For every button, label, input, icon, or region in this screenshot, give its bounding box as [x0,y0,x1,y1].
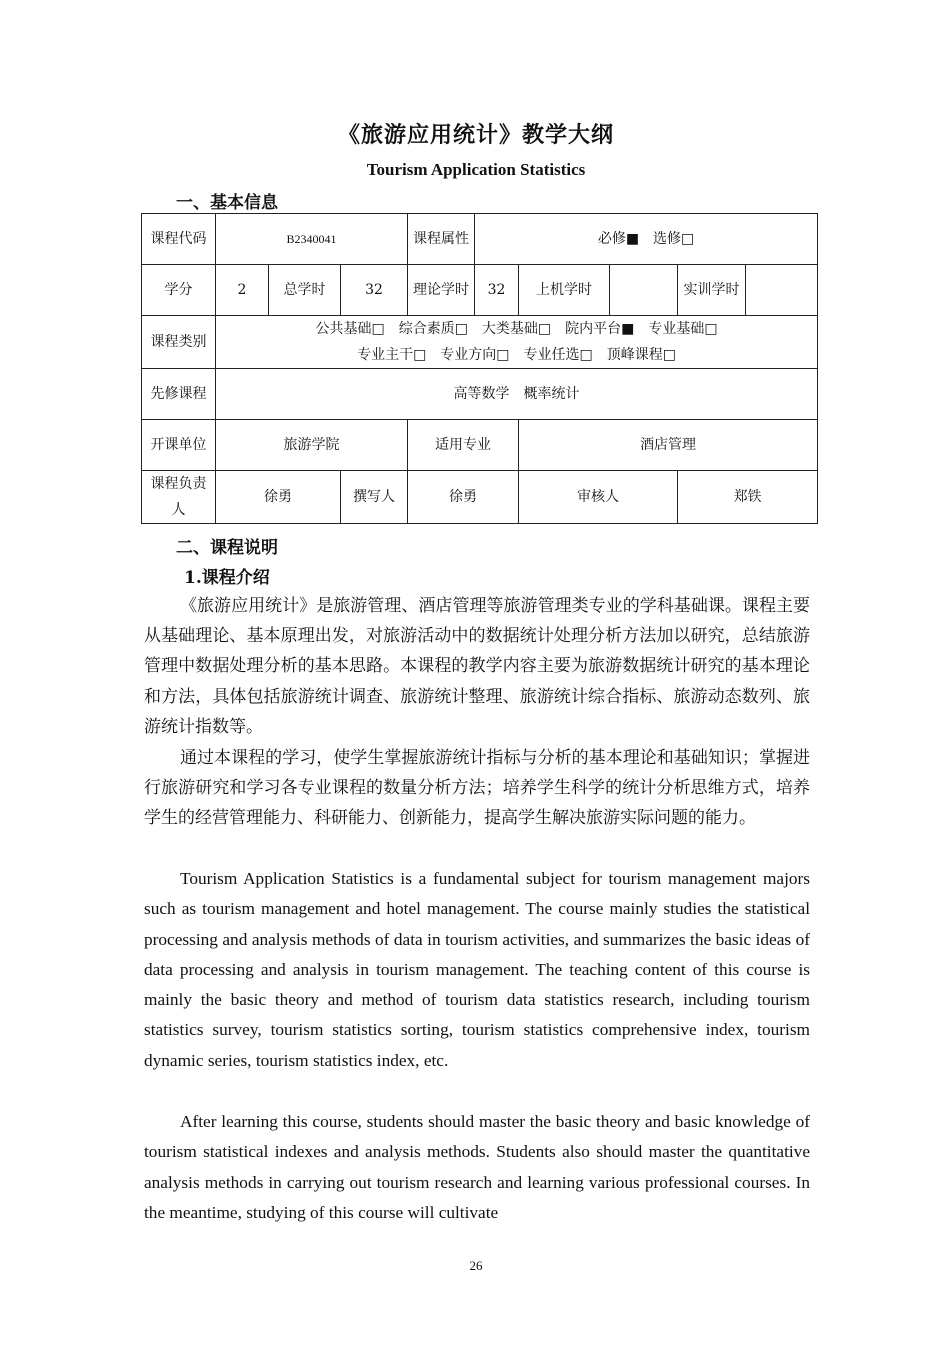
owner-value: 徐勇 [216,471,341,524]
table-row [142,214,818,265]
writer-label: 撰写人 [341,471,408,524]
section-heading-course-description: 二、课程说明 [176,538,278,558]
major-label: 适用专业 [408,420,519,471]
page-subtitle: Tourism Application Statistics [366,160,586,179]
category-line-1: 公共基础□ 综合素质□ 大类基础□ 院内平台■ 专业基础□ [315,321,718,337]
page-number: 26 [469,1258,483,1273]
total-hours-value: 32 [341,265,408,316]
table-row [142,265,818,316]
basic-info-table [141,213,818,524]
paragraph-en-1: Tourism Application Statistics is a fundamental subject for tourism management majors such as tourism management and hotel management. The course mainly studies the statistical processing and analysis methods of data in tourism activities, and summarizes the basic ideas of data processing and analysis in tourism management. The teaching content of this course is mainly the basic theory and method of tourism data statistics research, including tourism statistics survey, tourism statistics sorting, tourism statistics comprehensive index, tourism dynamic series, tourism statistics index, etc. [144,869,810,1070]
computer-hours-label: 上机学时 [519,265,610,316]
dept-label: 开课单位 [142,420,216,471]
prereq-value: 高等数学 概率统计 [216,369,818,420]
course-code-label: 课程代码 [142,214,216,265]
computer-hours-value [610,265,678,316]
paragraph-en-2: After learning this course, students should master the basic theory and basic knowledge of tourism statistical indexes and analysis methods. Students also should master the quantitative analysis methods in carrying out tourism research and learning various professional courses. In the meantime, studying of this course will cultivate [144,1112,810,1222]
theory-hours-value: 32 [475,265,519,316]
subsection-heading-course-intro: 1.课程介绍 [184,568,270,588]
total-hours-label: 总学时 [269,265,341,316]
table-row [142,369,818,420]
category-label: 课程类别 [142,316,216,369]
course-code-value: B2340041 [216,214,408,265]
course-attr-value: 必修■ 选修□ [475,214,818,265]
table-row [142,471,818,524]
writer-value: 徐勇 [408,471,519,524]
course-attr-label: 课程属性 [408,214,475,265]
table-row [142,420,818,471]
reviewer-value: 郑铁 [678,471,818,524]
credit-label: 学分 [142,265,216,316]
owner-label: 课程负责人 [142,471,216,524]
table-row [142,316,818,369]
theory-hours-label: 理论学时 [408,265,475,316]
category-line-2: 专业主干□ 专业方向□ 专业任选□ 顶峰课程□ [357,347,676,363]
paragraph-cn-1: 《旅游应用统计》是旅游管理、酒店管理等旅游管理类专业的学科基础课。课程主要从基础理论、基本原理出发，对旅游活动中的数据统计处理分析方法加以研究，总结旅游管理中数据处理分析的基本思路。本课程的教学内容主要为旅游数据统计研究的基本理论和方法，具体包括旅游统计调查、旅游统计整理、旅游统计综合指标、旅游动态数列、旅游统计指数等。 [144,596,810,737]
section-heading-basic-info: 一、基本信息 [176,193,278,213]
credit-value: 2 [216,265,269,316]
paragraph-cn-2: 通过本课程的学习，使学生掌握旅游统计指标与分析的基本理论和基础知识；掌握进行旅游研究和学习各专业课程的数量分析方法；培养学生科学的统计分析思维方式，培养学生的经营管理能力、科研能力、创新能力，提高学生解决旅游实际问题的能力。 [144,748,810,829]
prereq-label: 先修课程 [142,369,216,420]
dept-value: 旅游学院 [216,420,408,471]
page-title: 《旅游应用统计》教学大纲 [337,122,614,148]
reviewer-label: 审核人 [519,471,678,524]
practice-hours-label: 实训学时 [678,265,746,316]
category-value [216,316,818,369]
major-value: 酒店管理 [519,420,818,471]
practice-hours-value [746,265,818,316]
